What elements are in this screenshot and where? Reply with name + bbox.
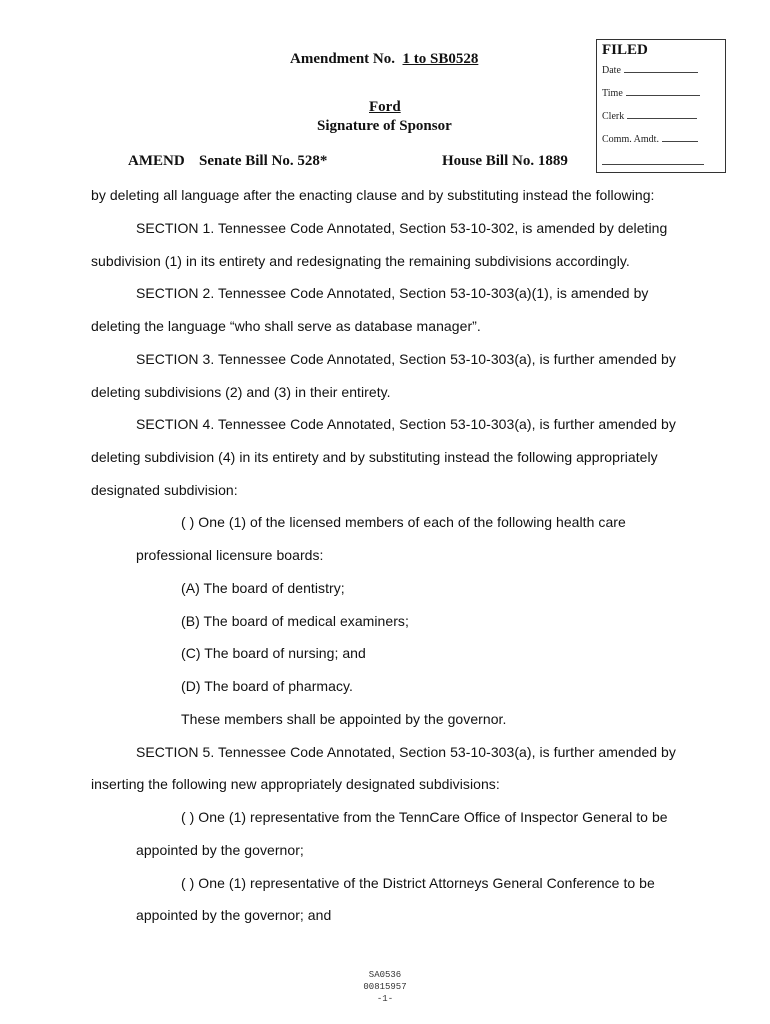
amendment-reference: 1 to SB0528 [402, 51, 479, 67]
board-item: (A) The board of dentistry; [181, 580, 345, 596]
filed-date-row [602, 63, 698, 76]
body-line: by deleting all language after the enacting clause and by substituting instead the following: [91, 187, 655, 203]
amendment-prefix: Amendment No. [290, 51, 395, 67]
page-number: -1- [376, 994, 394, 1004]
board-item: (C) The board of nursing; and [181, 645, 366, 661]
section-4-line: SECTION 4. Tennessee Code Annotated, Section 53-10-303(a), is further amended by [136, 416, 676, 432]
filed-extra-blank [602, 155, 704, 165]
section-3-line: SECTION 3. Tennessee Code Annotated, Section 53-10-303(a), is further amended by [136, 351, 676, 367]
filed-clerk-blank [627, 109, 697, 119]
footer-code-sa: SA0536 [368, 970, 402, 980]
filed-comm-amdt-label: Comm. Amdt. [602, 134, 659, 145]
body-line: designated subdivision: [91, 482, 238, 498]
board-item: (D) The board of pharmacy. [181, 678, 353, 694]
filed-extra-row [602, 155, 704, 168]
body-line: inserting the following new appropriately designated subdivisions: [91, 776, 500, 792]
senate-bill-number: Senate Bill No. 528* [199, 153, 328, 169]
filed-title: FILED [602, 42, 648, 58]
body-line: deleting subdivision (4) in its entirety and by substituting instead the following appropriately [91, 449, 658, 465]
sponsor-caption: Signature of Sponsor [317, 118, 452, 134]
filed-date-blank [624, 63, 698, 73]
body-line: These members shall be appointed by the governor. [181, 711, 507, 727]
footer-code-number: 00815957 [363, 982, 407, 992]
house-bill-number: House Bill No. 1889 [442, 153, 568, 169]
board-item: (B) The board of medical examiners; [181, 613, 409, 629]
filed-comm-amdt-row [602, 132, 698, 145]
amendment-number [290, 51, 478, 68]
body-line: appointed by the governor; [136, 842, 304, 858]
filed-time-label: Time [602, 88, 623, 99]
filed-clerk-row [602, 109, 697, 122]
amend-label: AMEND [128, 153, 185, 169]
subdivision-line: ( ) One (1) representative of the District Attorneys General Conference to be [181, 875, 655, 891]
filed-time-blank [626, 86, 700, 96]
body-line: deleting subdivisions (2) and (3) in their entirety. [91, 384, 391, 400]
filed-date-label: Date [602, 65, 621, 76]
section-2-line: SECTION 2. Tennessee Code Annotated, Section 53-10-303(a)(1), is amended by [136, 285, 649, 301]
section-5-line: SECTION 5. Tennessee Code Annotated, Section 53-10-303(a), is further amended by [136, 744, 676, 760]
sponsor-name: Ford [369, 99, 401, 115]
subdivision-line: ( ) One (1) of the licensed members of each of the following health care [181, 514, 626, 530]
body-line: subdivision (1) in its entirety and redesignating the remaining subdivisions accordingly. [91, 253, 630, 269]
filed-clerk-label: Clerk [602, 111, 625, 122]
body-line: professional licensure boards: [136, 547, 324, 563]
subdivision-line: ( ) One (1) representative from the TennCare Office of Inspector General to be [181, 809, 668, 825]
filed-time-row [602, 86, 700, 99]
body-line: appointed by the governor; and [136, 907, 332, 923]
filed-comm-amdt-blank [662, 132, 698, 142]
body-line: deleting the language “who shall serve as database manager”. [91, 318, 481, 334]
filed-stamp-box [596, 39, 726, 173]
section-1-line: SECTION 1. Tennessee Code Annotated, Section 53-10-302, is amended by deleting [136, 220, 668, 236]
